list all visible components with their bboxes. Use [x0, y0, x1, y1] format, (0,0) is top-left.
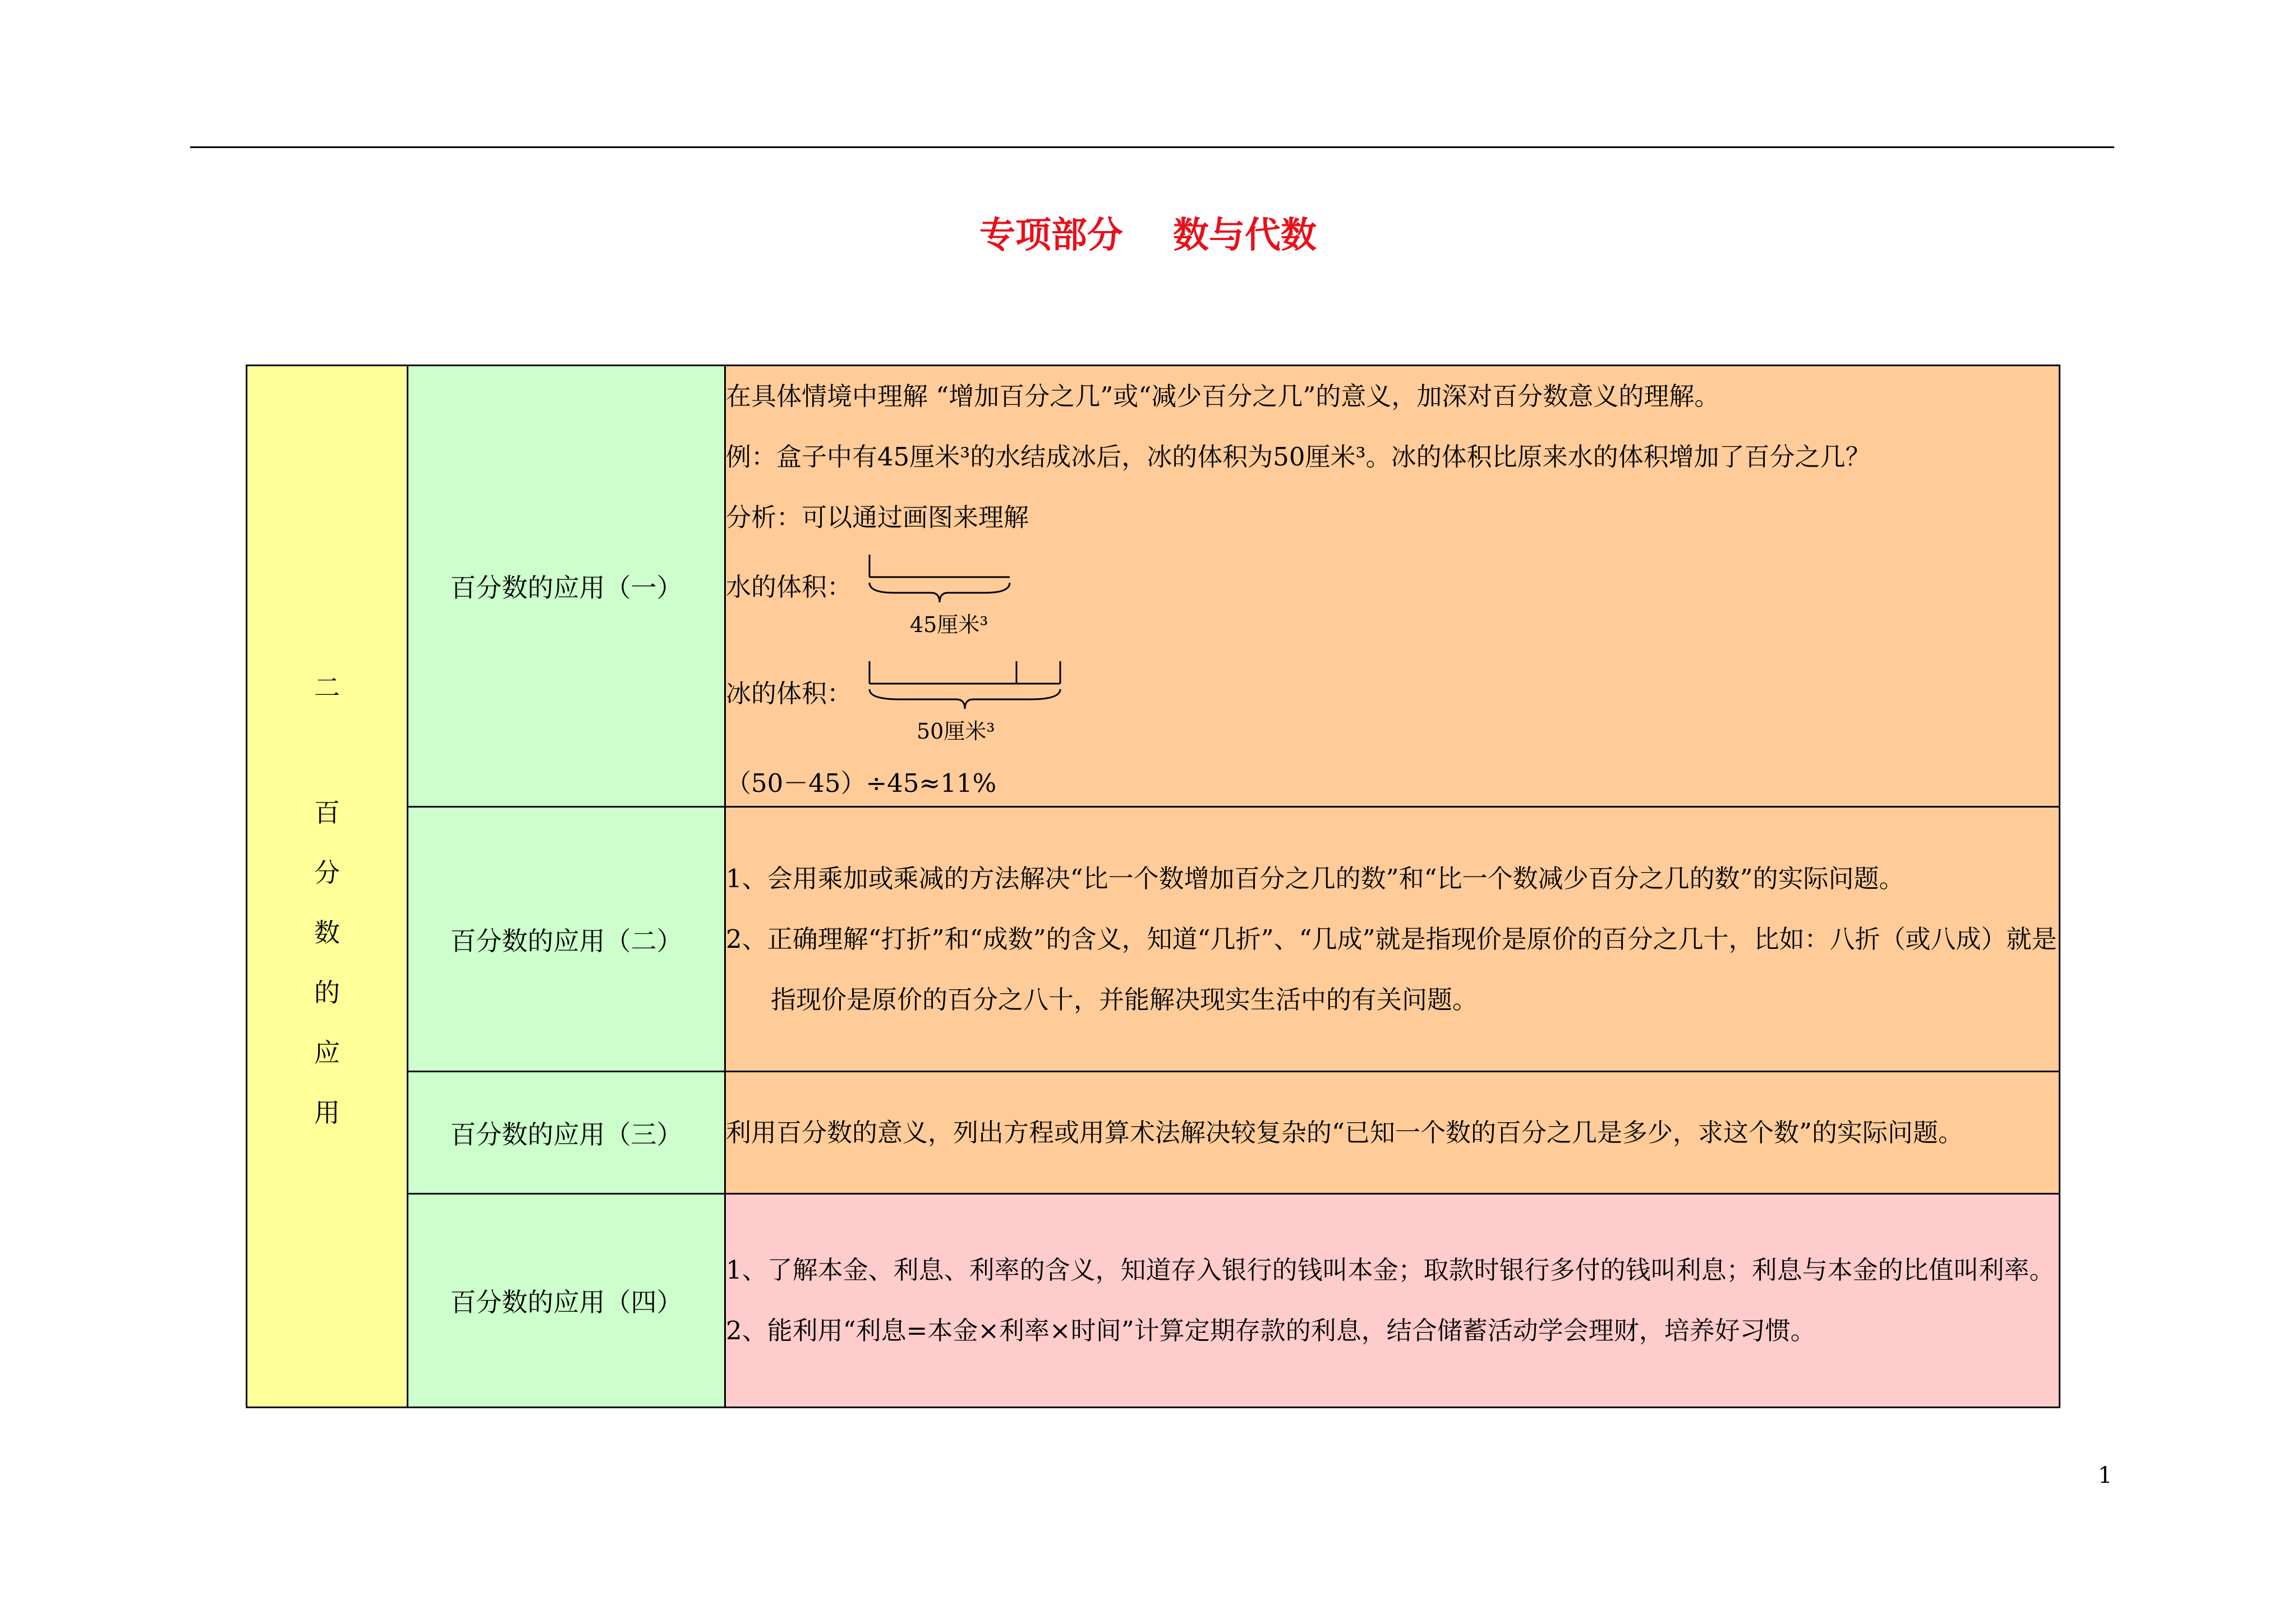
content-cell [725, 366, 2060, 807]
content-paragraph: 利用百分数的意义，列出方程或用算术法解决较复杂的“已知一个数的百分之几是多少，求这个数”的实际问题。 [726, 1117, 1964, 1147]
table-row [247, 1072, 2060, 1194]
water-volume-label: 水的体积： [726, 572, 853, 602]
topic-cell: 百分数的应用（三） [408, 1072, 725, 1194]
brace-shape [869, 689, 1060, 709]
unit-title-char: 用 [314, 1097, 340, 1128]
example-text: 例：盒子中有45厘米³的水结成冰后，冰的体积为50厘米³。冰的体积比原来水的体积增加了百分之几？ [726, 442, 1871, 472]
curriculum-table [246, 365, 2060, 1408]
unit-title [247, 783, 407, 1143]
content-cell [725, 1194, 2060, 1408]
unit-title-char: 数 [314, 917, 340, 948]
analysis-text: 分析：可以通过画图来理解 [726, 502, 1029, 532]
topic-cell: 百分数的应用（一） [408, 366, 725, 807]
ice-volume-diagram [726, 654, 2059, 761]
content-paragraph: 1、会用乘加或乘减的方法解决“比一个数增加百分之几的数”和“比一个数减少百分之几的数”的实际问题。 [726, 863, 1904, 893]
page-number: 1 [2098, 1463, 2113, 1488]
water-volume-diagram [726, 548, 2059, 654]
ice-segment-svg [866, 654, 1091, 755]
unit-number: 二 [314, 672, 340, 703]
calculation-text: （50－45）÷45≈11% [726, 768, 997, 798]
header-rule [190, 146, 2114, 148]
ice-volume-value: 50厘米³ [917, 719, 995, 744]
topic-cell: 百分数的应用（二） [408, 807, 725, 1072]
water-volume-value: 45厘米³ [910, 612, 988, 637]
unit-title-char: 的 [314, 977, 340, 1008]
brace-shape [869, 583, 1010, 602]
content-cell [725, 807, 2060, 1072]
unit-title-char: 分 [314, 857, 340, 888]
content-paragraph: 1、了解本金、利息、利率的含义，知道存入银行的钱叫本金；取款时银行多付的钱叫利息；利息与本金的比值叫利率。 [726, 1255, 2055, 1285]
content-paragraph: 2、能利用“利息=本金×利率×时间”计算定期存款的利息，结合储蓄活动学会理财，培养好习惯。 [726, 1316, 1816, 1345]
ice-volume-label: 冰的体积： [726, 679, 853, 708]
content-cell [725, 1072, 2060, 1194]
content-paragraph: 2、正确理解“打折”和“成数”的含义，知道“几折”、“几成”就是指现价是原价的百分之几十，比如：八折（或八成）就是指现价是原价的百分之八十，并能解决现实生活中的有关问题。 [726, 924, 2057, 1015]
water-segment-svg [866, 548, 1091, 649]
table-row [247, 1194, 2060, 1408]
topic-cell: 百分数的应用（四） [408, 1194, 725, 1408]
intro-text: 在具体情境中理解 “增加百分之几”或“减少百分之几”的意义，加深对百分数意义的理解。 [726, 381, 1720, 411]
unit-cell [247, 366, 408, 1408]
unit-title-char: 百 [314, 797, 340, 828]
table-row [247, 807, 2060, 1072]
table-row [247, 366, 2060, 807]
page-title: 专项部分 数与代数 [979, 214, 1317, 256]
unit-title-char: 应 [314, 1037, 340, 1068]
